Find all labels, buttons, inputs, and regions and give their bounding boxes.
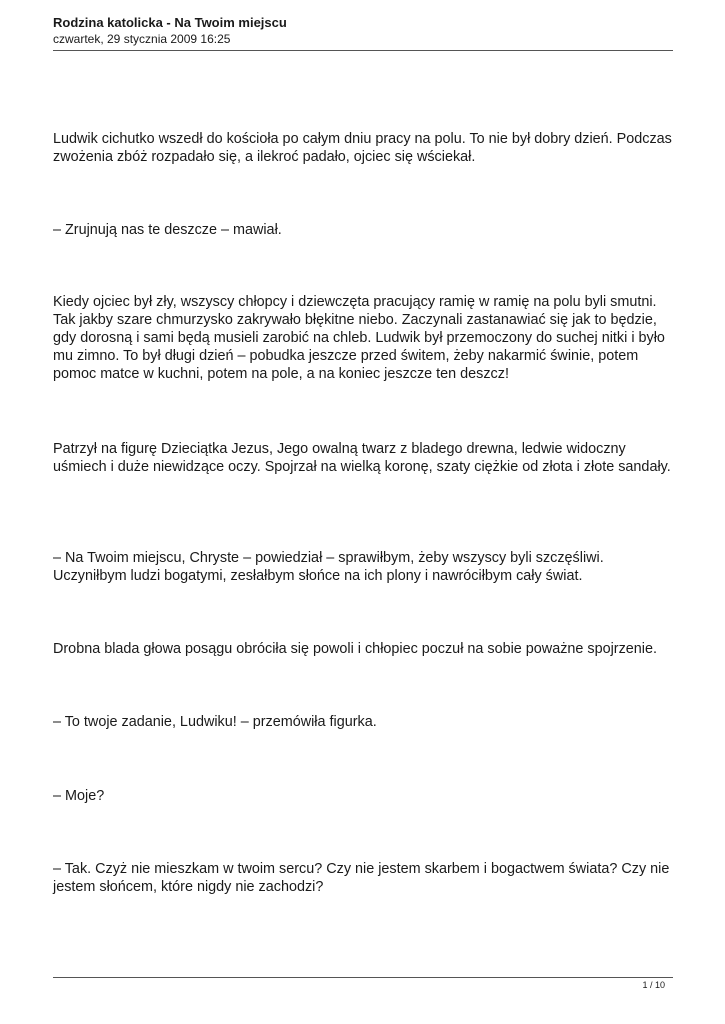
paragraph-7: – To twoje zadanie, Ludwiku! – przemówiła figurka. [53,714,377,730]
paragraph-6: Drobna blada głowa posągu obróciła się powoli i chłopiec poczuł na sobie poważne spojrzenie. [53,641,657,657]
footer-divider [53,977,673,978]
paragraph-5: – Na Twoim miejscu, Chryste – powiedział – sprawiłbym, żeby wszyscy byli szczęśliwi. Uczyniłbym ludzi bogatymi, zesłałbym słońce na ich plony i nawróciłbym cały świat. [53,550,604,584]
paragraph-2: – Zrujnują nas te deszcze – mawiał. [53,222,282,238]
paragraph-8: – Moje? [53,788,105,804]
document-date: czwartek, 29 stycznia 2009 16:25 [53,32,231,46]
paragraph-9: – Tak. Czyż nie mieszkam w twoim sercu? Czy nie jestem skarbem i bogactwem świata? Czy nie jestem słońcem, które nigdy nie zachodzi? [53,861,670,895]
page-header [53,15,673,47]
page-number: 1 / 10 [642,980,665,990]
header-divider [53,50,673,51]
paragraph-1: Ludwik cichutko wszedł do kościoła po całym dniu pracy na polu. To nie był dobry dzień. Podczas zwożenia zbóż rozpadało się, a ilekroć padało, ojciec się wściekał. [53,131,672,165]
paragraph-4: Patrzył na figurę Dzieciątka Jezus, Jego owalną twarz z bladego drewna, ledwie widoczny uśmiech i duże niewidzące oczy. Spojrzał na wielką koronę, szaty ciężkie od złota i złote sandały. [53,441,671,475]
paragraph-3: Kiedy ojciec był zły, wszyscy chłopcy i dziewczęta pracujący ramię w ramię na polu byli smutni. Tak jakby szare chmurzysko zakrywało błękitne niebo. Zaczynali zastanawiać się jak to będzie, gdy dorosną i sami będą musieli zarobić na chleb. Ludwik był przemoczony do suchej nitki i było mu zimno. To był długi dzień – pobudka jeszcze przed świtem, żeby nakarmić świnie, potem pomoc matce w kuchni, potem na pole, a na koniec jeszcze ten deszcz! [53,294,665,382]
document-title: Rodzina katolicka - Na Twoim miejscu [53,15,287,30]
